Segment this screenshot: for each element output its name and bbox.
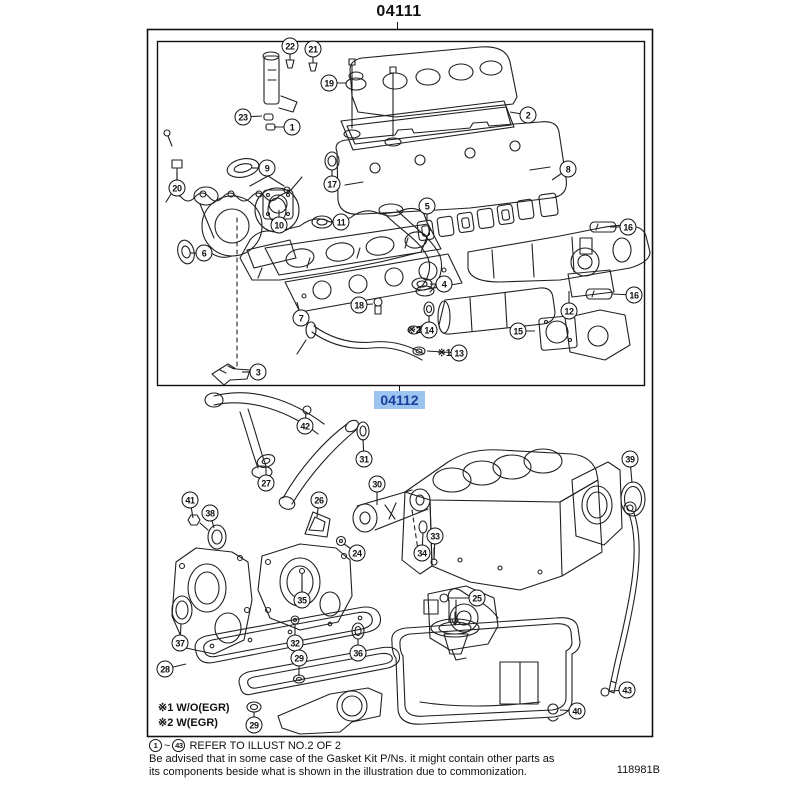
footer-reference-line bbox=[149, 739, 341, 752]
callout-balloon-40[interactable]: 40 bbox=[569, 703, 586, 720]
footer-range-end-balloon: 43 bbox=[172, 739, 185, 752]
callout-balloon-5[interactable]: 5 bbox=[419, 198, 436, 215]
callout-balloon-31[interactable]: 31 bbox=[356, 451, 373, 468]
callout-balloon-16[interactable]: 16 bbox=[626, 287, 643, 304]
part-number-04112-highlighted[interactable]: 04112 bbox=[374, 391, 425, 409]
callout-balloon-42[interactable]: 42 bbox=[297, 418, 314, 435]
callout-balloon-1[interactable]: 1 bbox=[284, 119, 301, 136]
footer-refer-text: REFER TO ILLUST NO.2 OF 2 bbox=[189, 739, 342, 752]
callout-balloon-35[interactable]: 35 bbox=[294, 592, 311, 609]
callout-balloon-11[interactable]: 11 bbox=[333, 214, 350, 231]
callout-balloon-18[interactable]: 18 bbox=[351, 297, 368, 314]
callout-balloon-21[interactable]: 21 bbox=[305, 41, 322, 58]
note-egr-1: ※1 W/O(EGR) bbox=[158, 702, 230, 714]
callout-balloon-26[interactable]: 26 bbox=[311, 492, 328, 509]
footer-note-line2: its components beside what is shown in the illustration due to commonization. bbox=[149, 766, 527, 778]
callout-balloon-32[interactable]: 32 bbox=[287, 635, 304, 652]
callout-balloon-20[interactable]: 20 bbox=[169, 180, 186, 197]
document-id: 118981B bbox=[616, 764, 660, 776]
callout-balloon-10[interactable]: 10 bbox=[271, 217, 288, 234]
callout-balloon-22[interactable]: 22 bbox=[282, 38, 299, 55]
callout-balloon-13[interactable]: 13 ※1 bbox=[451, 345, 468, 362]
callout-balloon-41[interactable]: 41 bbox=[182, 492, 199, 509]
callout-balloon-6[interactable]: 6 bbox=[196, 245, 213, 262]
callout-balloon-23[interactable]: 23 bbox=[235, 109, 252, 126]
callout-balloon-2[interactable]: 2 bbox=[520, 107, 537, 124]
callout-balloon-34[interactable]: 34 bbox=[414, 545, 431, 562]
callout-balloon-7[interactable]: 7 bbox=[293, 310, 310, 327]
callout-balloon-33[interactable]: 33 bbox=[427, 528, 444, 545]
callout-balloon-29[interactable]: 29 bbox=[291, 650, 308, 667]
callout-balloon-36[interactable]: 36 bbox=[350, 645, 367, 662]
callout-balloon-25[interactable]: 25 bbox=[469, 590, 486, 607]
callout-balloon-4[interactable]: 4 bbox=[436, 276, 453, 293]
callout-balloon-39[interactable]: 39 bbox=[622, 451, 639, 468]
callout-balloon-17[interactable]: 17 bbox=[324, 176, 341, 193]
callout-balloon-27[interactable]: 27 bbox=[258, 475, 275, 492]
callout-balloon-8[interactable]: 8 bbox=[560, 161, 577, 178]
callout-balloon-30[interactable]: 30 bbox=[369, 476, 386, 493]
callout-balloon-3[interactable]: 3 bbox=[250, 364, 267, 381]
callout-balloon-9[interactable]: 9 bbox=[259, 160, 276, 177]
footer-tilde: ~ bbox=[164, 739, 171, 752]
callout-balloon-24[interactable]: 24 bbox=[349, 545, 366, 562]
callout-balloon-37[interactable]: 37 bbox=[172, 635, 189, 652]
callout-prefix-note: ※2 bbox=[407, 324, 422, 336]
callout-balloon-43[interactable]: 43 bbox=[619, 682, 636, 699]
callout-balloon-15[interactable]: 15 bbox=[510, 323, 527, 340]
fig-number-04111[interactable]: 04111 bbox=[376, 3, 422, 20]
callout-balloon-14[interactable]: 14 ※2 bbox=[421, 322, 438, 339]
callout-balloon-19[interactable]: 19 bbox=[321, 75, 338, 92]
callout-balloon-28[interactable]: 28 bbox=[157, 661, 174, 678]
note-egr-2: ※2 W(EGR) bbox=[158, 717, 218, 729]
callout-balloon-29[interactable]: 29 bbox=[246, 717, 263, 734]
callout-balloon-12[interactable]: 12 bbox=[561, 303, 578, 320]
callout-balloon-16[interactable]: 16 bbox=[620, 219, 637, 236]
footer-note-line1: Be advised that in some case of the Gasket Kit P/Ns. it might contain other parts as bbox=[149, 753, 555, 765]
callout-prefix-note: ※1 bbox=[437, 347, 452, 359]
footer-range-start-balloon: 1 bbox=[149, 739, 162, 752]
callout-balloon-38[interactable]: 38 bbox=[202, 505, 219, 522]
